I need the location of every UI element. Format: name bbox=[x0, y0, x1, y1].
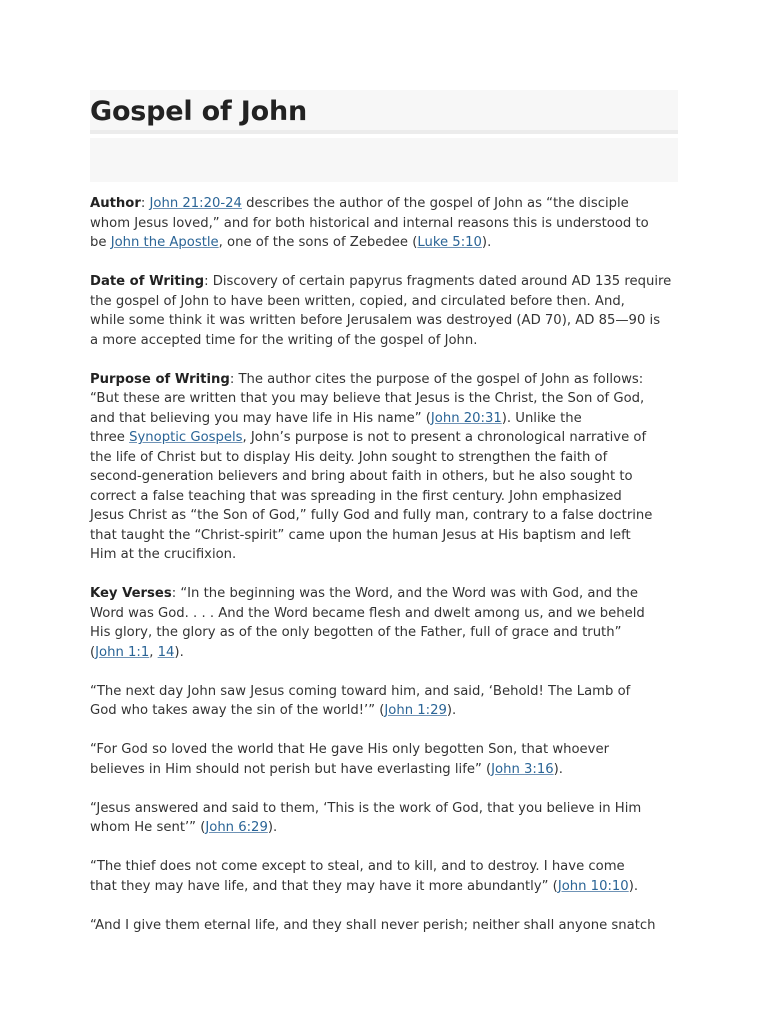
date-line-1 bbox=[90, 272, 678, 292]
key-verses-text: , bbox=[149, 644, 158, 660]
john-1-29-link[interactable]: John 1:29 bbox=[384, 703, 447, 718]
verse-text: whom He sent’” ( bbox=[90, 820, 206, 835]
synoptic-gospels-link[interactable]: Synoptic Gospels bbox=[129, 430, 243, 445]
john-3-16-link[interactable]: John 3:16 bbox=[491, 761, 554, 777]
john-21-20-24-link[interactable]: John 21:20-24 bbox=[149, 196, 242, 211]
key-verses-label: Key Verses bbox=[90, 586, 172, 601]
document-page bbox=[90, 90, 678, 935]
purpose-line-6: second-generation believers and bring about faith in others, but he also sought to bbox=[90, 469, 633, 484]
verse-text: ). bbox=[553, 761, 563, 777]
purpose-line-1 bbox=[90, 370, 678, 390]
author-text: : bbox=[140, 196, 150, 211]
author-line-3 bbox=[90, 233, 678, 253]
author-label: Author bbox=[90, 196, 141, 211]
john-1-1-link[interactable]: John 1:1 bbox=[95, 644, 150, 660]
verse-john-1-29 bbox=[90, 682, 678, 721]
john-the-apostle-link[interactable]: John the Apostle bbox=[110, 235, 219, 250]
john-10-10-link[interactable]: John 10:10 bbox=[557, 878, 629, 894]
date-paragraph bbox=[90, 272, 678, 350]
key-verses-text: : “In the beginning was the Word, and the Word was with God, and the bbox=[171, 586, 639, 601]
verse-line-2 bbox=[90, 877, 678, 897]
verse-line-1: “For God so loved the world that He gave His only begotten Son, that whoever bbox=[90, 742, 609, 757]
author-text: be bbox=[90, 235, 111, 250]
date-line-2: the gospel of John to have been written, copied, and circulated before then. And, bbox=[90, 293, 625, 309]
purpose-line-2: “But these are written that you may believe that Jesus is the Christ, the Son of God, bbox=[90, 391, 645, 406]
verse-john-6-29 bbox=[90, 799, 678, 838]
author-paragraph bbox=[90, 194, 678, 253]
purpose-text: three bbox=[90, 430, 130, 445]
purpose-line-5: the life of Christ but to display His deity. John sought to strengthen the faith of bbox=[90, 449, 608, 465]
purpose-text: : The author cites the purpose of the gospel of John as follows: bbox=[229, 371, 644, 387]
purpose-paragraph bbox=[90, 370, 678, 565]
key-verses-line-4 bbox=[90, 643, 678, 663]
key-verses-text: ). bbox=[174, 644, 184, 660]
title-bar bbox=[90, 90, 678, 134]
purpose-line-9: that taught the “Christ-spirit” came upon the human Jesus at His baptism and left bbox=[90, 527, 631, 543]
verse-line-2 bbox=[90, 760, 678, 780]
verse-line-1: “Jesus answered and said to them, ‘This is the work of God, that you believe in Him bbox=[90, 800, 642, 816]
verse-john-10-28 bbox=[90, 916, 678, 936]
page-title: Gospel of John bbox=[90, 96, 308, 127]
verse-john-10-10 bbox=[90, 857, 678, 896]
purpose-line-4 bbox=[90, 428, 678, 448]
purpose-text: , John’s purpose is not to present a chronological narrative of bbox=[242, 430, 647, 445]
key-verses-text: ( bbox=[90, 644, 96, 660]
purpose-text: ). Unlike the bbox=[501, 410, 582, 426]
date-line-3: while some think it was written before Jerusalem was destroyed (AD 70), AD 85—90 is bbox=[90, 313, 661, 328]
key-verses-line-1 bbox=[90, 584, 678, 604]
author-text: ). bbox=[481, 235, 492, 250]
verse-line-1: “And I give them eternal life, and they shall never perish; neither shall anyone snatch bbox=[90, 917, 656, 933]
john-1-14-link[interactable]: 14 bbox=[157, 644, 175, 660]
verse-line-2 bbox=[90, 818, 678, 838]
verse-line-1: “The thief does not come except to steal, and to kill, and to destroy. I have come bbox=[90, 859, 625, 874]
key-verses-paragraph bbox=[90, 584, 678, 662]
john-6-29-link[interactable]: John 6:29 bbox=[205, 820, 268, 835]
author-line-2: whom Jesus loved,” and for both historical and internal reasons this is understood to bbox=[90, 215, 649, 231]
verse-line-1: “The next day John saw Jesus coming toward him, and said, ‘Behold! The Lamb of bbox=[90, 683, 631, 699]
purpose-line-3 bbox=[90, 409, 678, 429]
verse-line-2 bbox=[90, 701, 678, 721]
verse-john-3-16 bbox=[90, 740, 678, 779]
purpose-line-7: correct a false teaching that was spreading in the first century. John emphasized bbox=[90, 488, 622, 504]
key-verses-line-3: His glory, the glory as of the only begotten of the Father, full of grace and truth” bbox=[90, 625, 622, 640]
author-line-1 bbox=[90, 194, 678, 214]
author-text: , one of the sons of Zebedee ( bbox=[218, 235, 418, 250]
purpose-line-10: Him at the crucifixion. bbox=[90, 547, 237, 562]
verse-text: ). bbox=[446, 703, 457, 718]
purpose-label: Purpose of Writing bbox=[90, 371, 230, 387]
date-line-4: a more accepted time for the writing of the gospel of John. bbox=[90, 332, 478, 348]
author-text: describes the author of the gospel of John as “the disciple bbox=[241, 196, 629, 211]
purpose-text: and that believing you may have life in His name” ( bbox=[90, 410, 431, 426]
purpose-line-8: Jesus Christ as “the Son of God,” fully God and fully man, contrary to a false doctrine bbox=[90, 508, 653, 523]
date-label: Date of Writing bbox=[90, 274, 205, 289]
verse-text: God who takes away the sin of the world!’” ( bbox=[90, 703, 385, 718]
john-20-31-link[interactable]: John 20:31 bbox=[430, 410, 502, 426]
luke-5-10-link[interactable]: Luke 5:10 bbox=[417, 235, 482, 250]
verse-text: ). bbox=[628, 878, 639, 894]
subtitle-bar bbox=[90, 138, 678, 182]
key-verses-line-2: Word was God. . . . And the Word became flesh and dwelt among us, and we beheld bbox=[90, 605, 645, 621]
verse-text: that they may have life, and that they may have it more abundantly” ( bbox=[90, 878, 558, 894]
date-text: : Discovery of certain papyrus fragments dated around AD 135 require bbox=[204, 274, 672, 289]
verse-text: believes in Him should not perish but have everlasting life” ( bbox=[90, 761, 492, 777]
verse-text: ). bbox=[267, 820, 278, 835]
